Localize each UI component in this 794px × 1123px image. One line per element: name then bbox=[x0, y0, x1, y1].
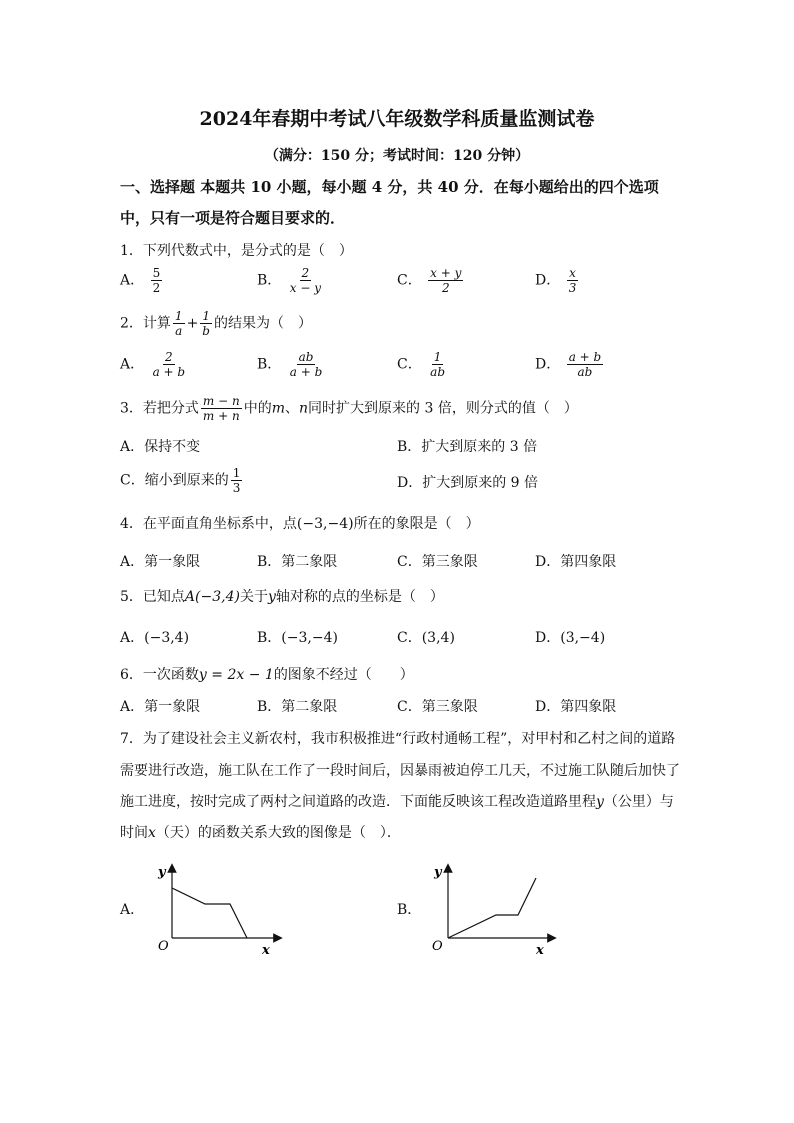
question-7-line4: 时间x（天）的函数关系大致的图像是（ ）． bbox=[120, 825, 401, 841]
q5-option-c: C．(3,4) bbox=[397, 630, 455, 646]
q2-b-fraction: $\frac{ab}{a + b}$ bbox=[289, 350, 323, 379]
q7-graph-a-label: A． bbox=[120, 902, 145, 918]
q1-c-fraction: $\frac{x + y}{2}$ bbox=[430, 266, 462, 295]
q6-option-c: C．第三象限 bbox=[397, 699, 478, 715]
graph-b-curve bbox=[448, 878, 536, 938]
q4-option-d: D．第四象限 bbox=[535, 554, 617, 570]
q1-option-c: C． $\frac{x + y}{2}$ bbox=[397, 266, 462, 295]
graph-a-x-label: x bbox=[262, 943, 270, 958]
question-7-line2: 需要进行改造，施工队在工作了一段时间后，因暴雨被迫停工几天，不过施工队随后加快了 bbox=[120, 763, 680, 779]
q3-option-c: C．缩小到原来的 $\frac{1}{3}$ bbox=[120, 466, 241, 495]
q5-option-b: B．(−3,−4) bbox=[257, 630, 338, 646]
q5-option-a: A．(−3,4) bbox=[120, 630, 190, 646]
q6-option-b: B．第二象限 bbox=[257, 699, 338, 715]
question-2-stem: 2．计算 $\frac{1}{a}$ + $\frac{1}{b}$ 的结果为（ ） bbox=[120, 309, 312, 338]
q1-option-d: D． $\frac{x}{3}$ bbox=[535, 266, 577, 295]
question-3-stem: 3．若把分式 $\frac{m - n}{m + n}$ 中的m、n同时扩大到原来的 3 倍，则分式的值（ ） bbox=[120, 394, 578, 423]
q3-option-a: A．保持不变 bbox=[120, 439, 201, 455]
graph-a-origin: O bbox=[158, 939, 169, 954]
section-heading-line2: 中，只有一项是符合题目要求的． bbox=[120, 209, 346, 227]
exam-title: 2024年春期中考试八年级数学科质量监测试卷 bbox=[199, 108, 595, 130]
q1-b-fraction: $\frac{2}{x - y}$ bbox=[289, 266, 321, 295]
q1-d-fraction: $\frac{x}{3}$ bbox=[568, 266, 577, 295]
q7-graph-a bbox=[150, 858, 290, 958]
q3-c-fraction: $\frac{1}{3}$ bbox=[232, 466, 241, 495]
graph-b-x-label: x bbox=[536, 943, 544, 958]
q3-option-b: B．扩大到原来的 3 倍 bbox=[397, 439, 538, 455]
question-6-stem: 6．一次函数y = 2x − 1的图象不经过（ ） bbox=[120, 667, 414, 683]
question-7-line3: 施工进度，按时完成了两村之间道路的改造．下面能反映该工程改造道路里程y（公里）与 bbox=[120, 794, 674, 810]
section-heading-line1: 一、选择题 本题共 10 小题，每小题 4 分，共 40 分．在每小题给出的四个选项 bbox=[120, 178, 659, 196]
graph-b-y-label: y bbox=[434, 865, 442, 880]
q7-graph-b-label: B． bbox=[397, 902, 422, 918]
q3-option-d: D．扩大到原来的 9 倍 bbox=[397, 475, 539, 491]
q2-d-fraction: $\frac{a + b}{ab}$ bbox=[568, 350, 602, 379]
q6-option-a: A．第一象限 bbox=[120, 699, 201, 715]
question-4-stem: 4．在平面直角坐标系中，点(−3,−4)所在的象限是（ ） bbox=[120, 516, 480, 532]
q4-option-c: C．第三象限 bbox=[397, 554, 478, 570]
exam-subtitle: （满分：150 分；考试时间：120 分钟） bbox=[264, 148, 530, 164]
question-1-stem: 1．下列代数式中，是分式的是（ ） bbox=[120, 243, 353, 259]
q2-option-a: A． $\frac{2}{a + b}$ bbox=[120, 350, 186, 379]
q4-option-b: B．第二象限 bbox=[257, 554, 338, 570]
graph-a-curve bbox=[172, 888, 247, 938]
q2-fraction-1: $\frac{1}{a}$ bbox=[174, 309, 183, 338]
q2-a-fraction: $\frac{2}{a + b}$ bbox=[152, 350, 186, 379]
q1-a-fraction: $\frac{5}{2}$ bbox=[152, 266, 161, 295]
q2-fraction-2: $\frac{1}{b}$ bbox=[202, 309, 210, 338]
graph-b-origin: O bbox=[432, 939, 443, 954]
q1-option-a: A． $\frac{5}{2}$ bbox=[120, 266, 161, 295]
q4-option-a: A．第一象限 bbox=[120, 554, 201, 570]
question-7-line1: 7．为了建设社会主义新农村，我市积极推进“行政村通畅工程”，对甲村和乙村之间的道路 bbox=[120, 731, 676, 747]
q3-fraction: $\frac{m - n}{m + n}$ bbox=[202, 394, 240, 423]
q1-option-b: B． $\frac{2}{x - y}$ bbox=[257, 266, 321, 295]
q7-graph-b bbox=[428, 858, 568, 958]
q6-option-d: D．第四象限 bbox=[535, 699, 617, 715]
q2-option-d: D． $\frac{a + b}{ab}$ bbox=[535, 350, 602, 379]
q2-option-b: B． $\frac{ab}{a + b}$ bbox=[257, 350, 323, 379]
question-5-stem: 5．已知点A(−3,4)关于y轴对称的点的坐标是（ ） bbox=[120, 589, 444, 605]
q5-option-d: D．(3,−4) bbox=[535, 630, 606, 646]
graph-a-y-label: y bbox=[158, 865, 166, 880]
q2-option-c: C． $\frac{1}{ab}$ bbox=[397, 350, 446, 379]
q2-c-fraction: $\frac{1}{ab}$ bbox=[430, 350, 446, 379]
